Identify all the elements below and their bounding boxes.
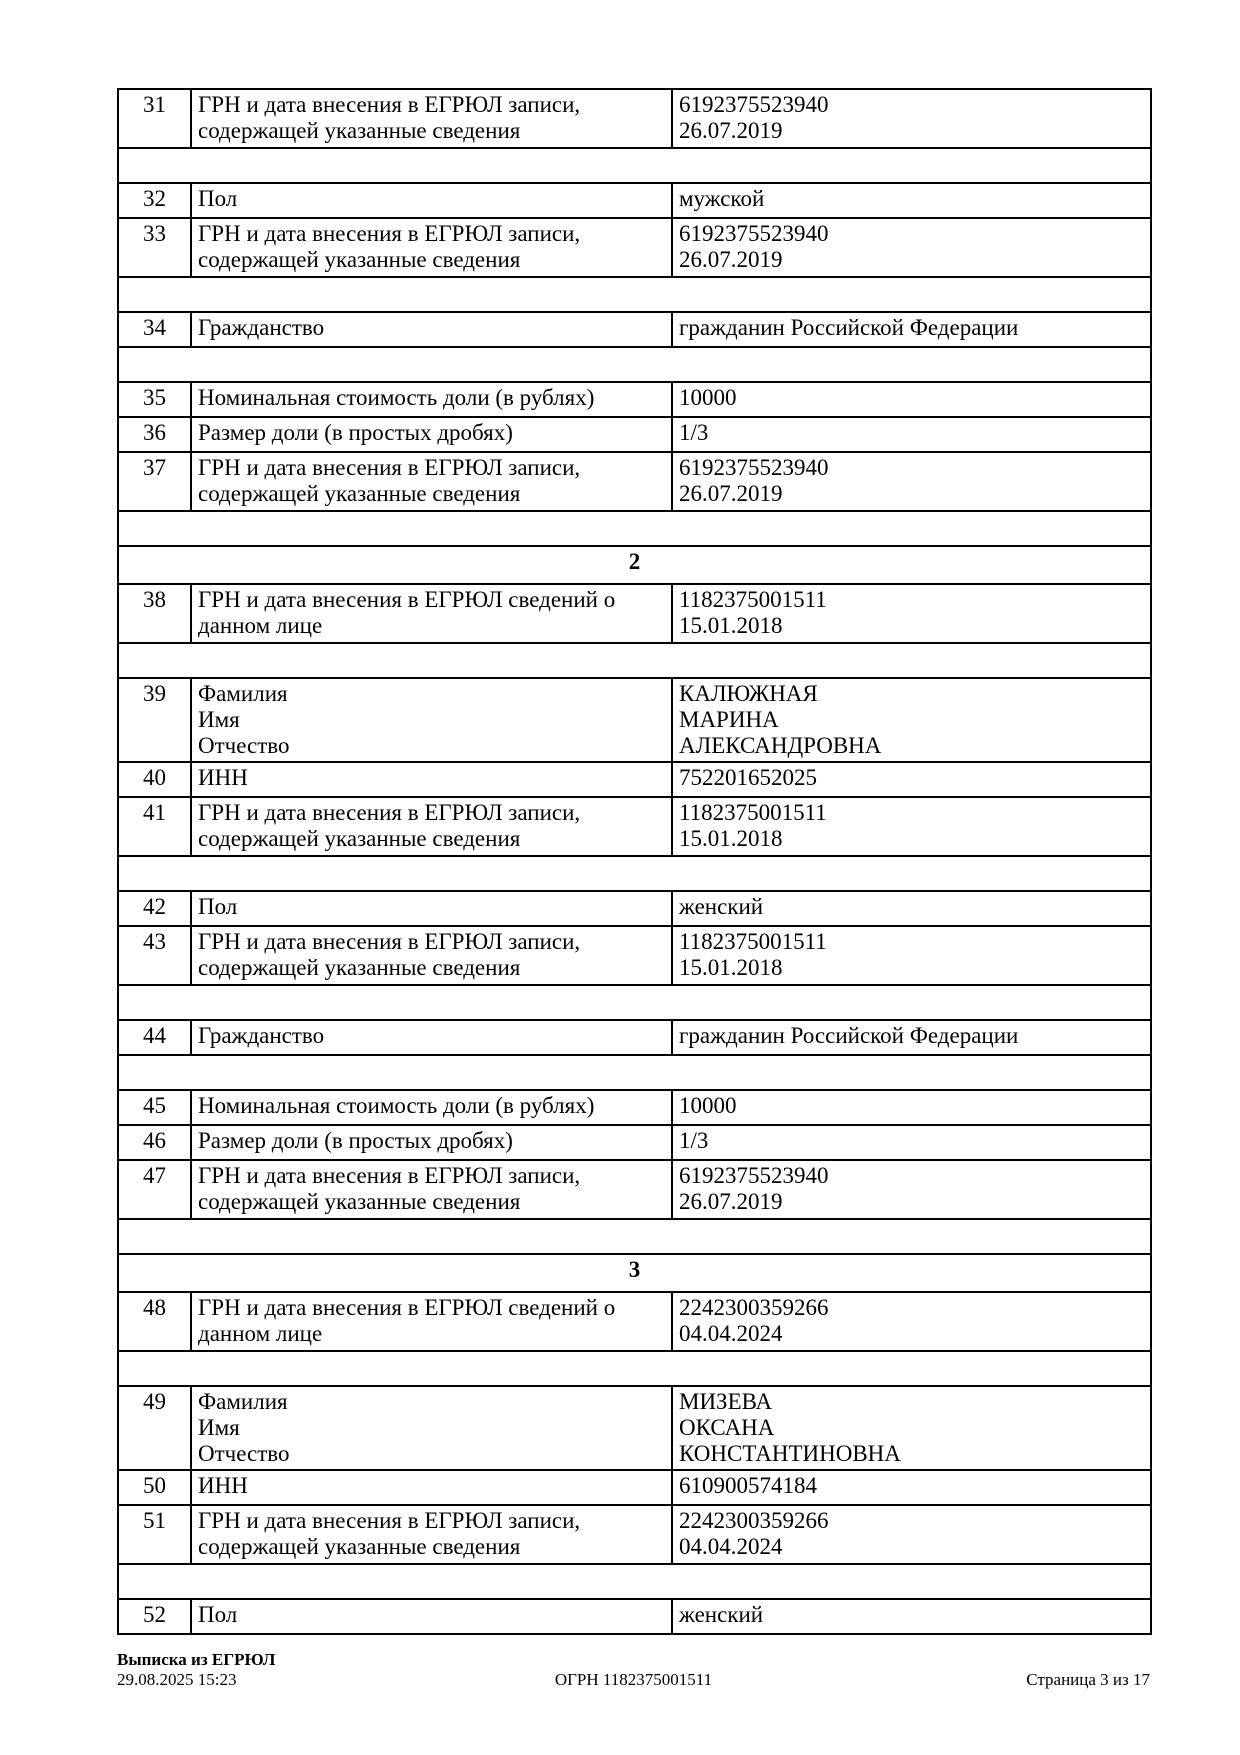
table-row xyxy=(118,1125,1151,1160)
field-value-cell-line: 26.07.2019 xyxy=(679,1189,783,1214)
field-value-cell-line: КОНСТАНТИНОВНА xyxy=(679,1441,901,1466)
footer-page-number: Страница 3 из 17 xyxy=(1026,1670,1150,1689)
field-label-cell xyxy=(191,1020,672,1055)
spacer-row xyxy=(118,1564,1151,1599)
footer-ogrn: ОГРН 1182375001511 xyxy=(554,1670,713,1689)
field-value-cell xyxy=(672,382,1151,417)
field-value-cell-line: 15.01.2018 xyxy=(679,613,783,638)
field-label-cell xyxy=(191,1090,672,1125)
field-value-cell-line: 6192375523940 xyxy=(679,92,829,117)
table-row xyxy=(118,1160,1151,1219)
field-value-cell xyxy=(672,89,1151,148)
field-label-cell-line: данном лице xyxy=(198,1321,323,1346)
field-value-cell-line: 1/3 xyxy=(679,420,709,445)
spacer-row xyxy=(118,277,1151,312)
field-value-cell xyxy=(672,797,1151,856)
row-number-cell: 33 xyxy=(118,218,191,277)
spacer-row xyxy=(118,643,1151,678)
spacer-cell xyxy=(118,985,1151,1020)
spacer-cell xyxy=(118,148,1151,183)
field-value-cell xyxy=(672,1292,1151,1351)
field-value-cell-line: 6192375523940 xyxy=(679,221,829,246)
field-value-cell-line: 10000 xyxy=(679,1093,737,1118)
field-value-cell xyxy=(672,312,1151,347)
field-value-cell-line: 2242300359266 xyxy=(679,1508,829,1533)
field-label-cell xyxy=(191,797,672,856)
field-value-cell-line: КАЛЮЖНАЯ xyxy=(679,681,818,706)
table-row xyxy=(118,1020,1151,1055)
field-label-cell-line: Размер доли (в простых дробях) xyxy=(198,420,513,445)
spacer-row xyxy=(118,1351,1151,1386)
spacer-cell xyxy=(118,1351,1151,1386)
section-number: 3 xyxy=(118,1254,1151,1292)
field-label-cell-line: Размер доли (в простых дробях) xyxy=(198,1128,513,1153)
row-number-cell: 42 xyxy=(118,891,191,926)
field-label-cell xyxy=(191,584,672,643)
row-number-cell: 49 xyxy=(118,1386,191,1470)
row-number-cell: 35 xyxy=(118,382,191,417)
field-label-cell xyxy=(191,183,672,218)
field-label-cell-line: содержащей указанные сведения xyxy=(198,1534,521,1559)
table-row xyxy=(118,926,1151,985)
table-row xyxy=(118,1292,1151,1351)
table-row xyxy=(118,762,1151,797)
table-row xyxy=(118,417,1151,452)
spacer-cell xyxy=(118,347,1151,382)
row-number-cell: 32 xyxy=(118,183,191,218)
field-label-cell-line: Отчество xyxy=(198,733,290,758)
field-label-cell-line: Имя xyxy=(198,707,240,732)
spacer-row xyxy=(118,511,1151,546)
spacer-cell xyxy=(118,643,1151,678)
field-value-cell xyxy=(672,762,1151,797)
field-label-cell-line: Номинальная стоимость доли (в рублях) xyxy=(198,385,595,410)
section-number: 2 xyxy=(118,546,1151,584)
field-value-cell xyxy=(672,1160,1151,1219)
table-row xyxy=(118,678,1151,762)
row-number-cell: 52 xyxy=(118,1599,191,1634)
field-value-cell-line: 752201652025 xyxy=(679,765,817,790)
spacer-cell xyxy=(118,277,1151,312)
egrul-extract-table xyxy=(117,88,1152,1635)
page-footer xyxy=(117,1650,1150,1690)
table-row xyxy=(118,312,1151,347)
field-value-cell xyxy=(672,1470,1151,1505)
field-label-cell-line: Гражданство xyxy=(198,315,325,340)
spacer-cell xyxy=(118,1055,1151,1090)
field-value-cell-line: женский xyxy=(679,1602,764,1627)
spacer-cell xyxy=(118,1219,1151,1254)
row-number-cell: 31 xyxy=(118,89,191,148)
field-label-cell-line: содержащей указанные сведения xyxy=(198,1189,521,1214)
field-label-cell xyxy=(191,452,672,511)
field-label-cell-line: Отчество xyxy=(198,1441,290,1466)
field-label-cell-line: ГРН и дата внесения в ЕГРЮЛ записи, xyxy=(198,929,581,954)
section-number-row xyxy=(118,1254,1151,1292)
table-row xyxy=(118,183,1151,218)
field-label-cell-line: ГРН и дата внесения в ЕГРЮЛ записи, xyxy=(198,800,581,825)
field-value-cell-line: МАРИНА xyxy=(679,707,779,732)
field-value-cell-line: гражданин Российской Федерации xyxy=(679,1023,1019,1048)
row-number-cell: 50 xyxy=(118,1470,191,1505)
field-value-cell xyxy=(672,417,1151,452)
field-value-cell xyxy=(672,891,1151,926)
field-value-cell xyxy=(672,1090,1151,1125)
field-value-cell xyxy=(672,183,1151,218)
field-label-cell xyxy=(191,1470,672,1505)
spacer-row xyxy=(118,985,1151,1020)
field-label-cell-line: Гражданство xyxy=(198,1023,325,1048)
field-label-cell-line: Фамилия xyxy=(198,681,288,706)
spacer-row xyxy=(118,1219,1151,1254)
row-number-cell: 44 xyxy=(118,1020,191,1055)
table-row xyxy=(118,891,1151,926)
field-label-cell xyxy=(191,1505,672,1564)
field-label-cell-line: ИНН xyxy=(198,1473,248,1498)
field-value-cell xyxy=(672,678,1151,762)
field-value-cell xyxy=(672,584,1151,643)
field-value-cell-line: АЛЕКСАНДРОВНА xyxy=(679,733,882,758)
field-label-cell-line: Имя xyxy=(198,1415,240,1440)
field-label-cell-line: ГРН и дата внесения в ЕГРЮЛ сведений о xyxy=(198,1295,616,1320)
field-label-cell xyxy=(191,417,672,452)
row-number-cell: 34 xyxy=(118,312,191,347)
footer-document-title: Выписка из ЕГРЮЛ xyxy=(117,1650,276,1669)
field-value-cell xyxy=(672,1599,1151,1634)
field-value-cell xyxy=(672,1386,1151,1470)
row-number-cell: 46 xyxy=(118,1125,191,1160)
row-number-cell: 41 xyxy=(118,797,191,856)
field-value-cell-line: 1182375001511 xyxy=(679,929,827,954)
field-label-cell-line: Пол xyxy=(198,1602,238,1627)
field-value-cell xyxy=(672,452,1151,511)
field-label-cell-line: содержащей указанные сведения xyxy=(198,826,521,851)
field-value-cell-line: 1182375001511 xyxy=(679,800,827,825)
table-row xyxy=(118,452,1151,511)
row-number-cell: 47 xyxy=(118,1160,191,1219)
row-number-cell: 43 xyxy=(118,926,191,985)
field-label-cell xyxy=(191,678,672,762)
field-label-cell-line: ГРН и дата внесения в ЕГРЮЛ сведений о xyxy=(198,587,616,612)
field-label-cell xyxy=(191,218,672,277)
section-number-row xyxy=(118,546,1151,584)
row-number-cell: 40 xyxy=(118,762,191,797)
field-label-cell-line: Пол xyxy=(198,186,238,211)
spacer-row xyxy=(118,856,1151,891)
row-number-cell: 36 xyxy=(118,417,191,452)
field-value-cell-line: 15.01.2018 xyxy=(679,955,783,980)
field-value-cell-line: 6192375523940 xyxy=(679,455,829,480)
field-label-cell xyxy=(191,1292,672,1351)
field-label-cell xyxy=(191,89,672,148)
field-value-cell-line: женский xyxy=(679,894,764,919)
table-row xyxy=(118,218,1151,277)
spacer-row xyxy=(118,1055,1151,1090)
field-label-cell xyxy=(191,312,672,347)
field-label-cell-line: ГРН и дата внесения в ЕГРЮЛ записи, xyxy=(198,92,581,117)
table-row xyxy=(118,584,1151,643)
table-row xyxy=(118,382,1151,417)
spacer-cell xyxy=(118,1564,1151,1599)
row-number-cell: 39 xyxy=(118,678,191,762)
field-label-cell xyxy=(191,382,672,417)
spacer-cell xyxy=(118,511,1151,546)
field-value-cell xyxy=(672,1125,1151,1160)
field-label-cell xyxy=(191,1160,672,1219)
field-label-cell-line: ГРН и дата внесения в ЕГРЮЛ записи, xyxy=(198,221,581,246)
footer-datetime: 29.08.2025 15:23 xyxy=(117,1670,237,1689)
field-value-cell-line: 26.07.2019 xyxy=(679,247,783,272)
field-label-cell xyxy=(191,1125,672,1160)
spacer-cell xyxy=(118,856,1151,891)
table-row xyxy=(118,1599,1151,1634)
field-value-cell-line: 6192375523940 xyxy=(679,1163,829,1188)
field-value-cell-line: МИЗЕВА xyxy=(679,1389,773,1414)
field-value-cell-line: ОКСАНА xyxy=(679,1415,775,1440)
field-label-cell-line: ГРН и дата внесения в ЕГРЮЛ записи, xyxy=(198,1508,581,1533)
field-value-cell xyxy=(672,1505,1151,1564)
row-number-cell: 45 xyxy=(118,1090,191,1125)
egrul-table-body xyxy=(118,89,1151,1634)
field-value-cell-line: 04.04.2024 xyxy=(679,1534,783,1559)
field-value-cell-line: 26.07.2019 xyxy=(679,118,783,143)
field-value-cell xyxy=(672,926,1151,985)
spacer-row xyxy=(118,148,1151,183)
field-value-cell-line: 610900574184 xyxy=(679,1473,817,1498)
table-row xyxy=(118,89,1151,148)
field-label-cell xyxy=(191,1386,672,1470)
table-row xyxy=(118,1505,1151,1564)
table-row xyxy=(118,1470,1151,1505)
field-label-cell xyxy=(191,926,672,985)
field-value-cell-line: 26.07.2019 xyxy=(679,481,783,506)
field-value-cell-line: мужской xyxy=(679,186,765,211)
field-value-cell-line: 1/3 xyxy=(679,1128,709,1153)
field-label-cell-line: Пол xyxy=(198,894,238,919)
field-value-cell-line: 15.01.2018 xyxy=(679,826,783,851)
field-value-cell xyxy=(672,1020,1151,1055)
field-label-cell-line: данном лице xyxy=(198,613,323,638)
field-value-cell-line: 10000 xyxy=(679,385,737,410)
field-label-cell xyxy=(191,1599,672,1634)
field-label-cell-line: Фамилия xyxy=(198,1389,288,1414)
table-row xyxy=(118,797,1151,856)
field-label-cell xyxy=(191,762,672,797)
spacer-row xyxy=(118,347,1151,382)
field-value-cell-line: 04.04.2024 xyxy=(679,1321,783,1346)
field-value-cell-line: 2242300359266 xyxy=(679,1295,829,1320)
field-value-cell-line: 1182375001511 xyxy=(679,587,827,612)
row-number-cell: 37 xyxy=(118,452,191,511)
field-label-cell-line: содержащей указанные сведения xyxy=(198,247,521,272)
field-label-cell-line: содержащей указанные сведения xyxy=(198,955,521,980)
field-label-cell-line: ИНН xyxy=(198,765,248,790)
field-label-cell-line: содержащей указанные сведения xyxy=(198,118,521,143)
field-value-cell xyxy=(672,218,1151,277)
field-label-cell-line: ГРН и дата внесения в ЕГРЮЛ записи, xyxy=(198,1163,581,1188)
row-number-cell: 51 xyxy=(118,1505,191,1564)
table-row xyxy=(118,1090,1151,1125)
row-number-cell: 38 xyxy=(118,584,191,643)
row-number-cell: 48 xyxy=(118,1292,191,1351)
field-label-cell-line: содержащей указанные сведения xyxy=(198,481,521,506)
footer-left-block xyxy=(117,1650,461,1690)
field-label-cell-line: Номинальная стоимость доли (в рублях) xyxy=(198,1093,595,1118)
table-row xyxy=(118,1386,1151,1470)
field-label-cell-line: ГРН и дата внесения в ЕГРЮЛ записи, xyxy=(198,455,581,480)
field-value-cell-line: гражданин Российской Федерации xyxy=(679,315,1019,340)
field-label-cell xyxy=(191,891,672,926)
